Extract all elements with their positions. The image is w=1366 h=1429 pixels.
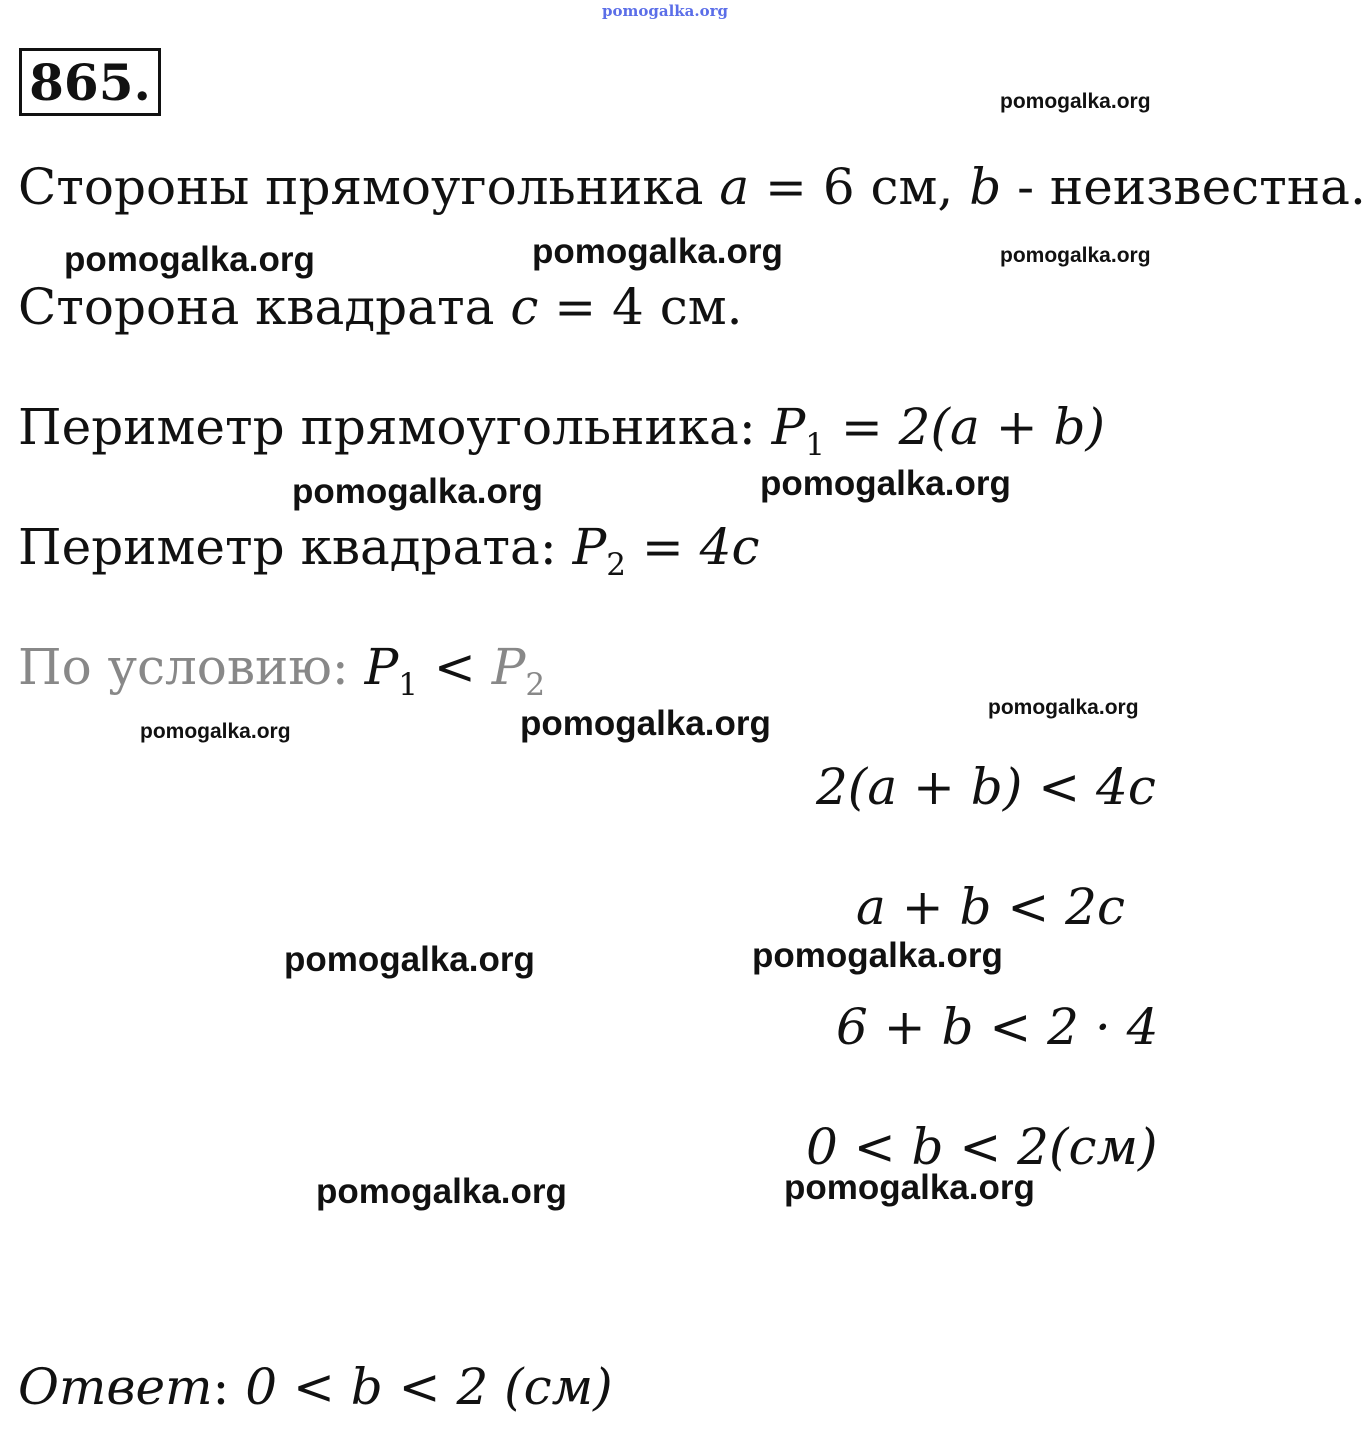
answer-value: 0 < b < 2 (см) [245, 1358, 613, 1416]
given-square-c: c [510, 278, 539, 336]
perimeter-rect-sub: 1 [805, 426, 825, 463]
watermark: pomogalka.org [64, 240, 315, 279]
solution-step-3: 6 + b < 2 · 4 [836, 998, 1159, 1056]
perimeter-square-sub: 2 [606, 546, 626, 583]
condition-p1-sub: 1 [398, 666, 419, 703]
watermark: pomogalka.org [140, 720, 291, 743]
watermark: pomogalka.org [784, 1168, 1035, 1207]
watermark: pomogalka.org [988, 696, 1139, 719]
perimeter-rectangle [18, 398, 1105, 463]
given-rect-eq: = 6 см, [749, 158, 970, 216]
answer [18, 1358, 613, 1416]
watermark: pomogalka.org [316, 1172, 567, 1211]
perimeter-square-formula: = 4c [625, 518, 760, 576]
condition-label: По условию: [18, 638, 365, 696]
watermark: pomogalka.org [1000, 90, 1151, 113]
perimeter-rect-label: Периметр прямоугольника: [18, 398, 772, 456]
given-rect-prefix: Стороны прямоугольника [18, 158, 720, 216]
condition-p2: P [491, 638, 526, 696]
condition-lt: < [418, 638, 492, 696]
watermark: pomogalka.org [520, 704, 771, 743]
watermark: pomogalka.org [292, 472, 543, 511]
answer-colon: : [212, 1358, 246, 1416]
condition-p1: P [364, 638, 399, 696]
watermark: pomogalka.org [752, 936, 1003, 975]
given-rect-a: a [719, 158, 750, 216]
given-rect-suffix: - неизвестна. [1001, 158, 1366, 216]
watermark: pomogalka.org [532, 232, 783, 271]
condition-p2-sub: 2 [525, 666, 546, 703]
perimeter-square-label: Периметр квадрата: [18, 518, 573, 576]
solution-step-1: 2(a + b) < 4c [816, 758, 1156, 816]
perimeter-square [18, 518, 760, 583]
watermark: pomogalka.org [760, 464, 1011, 503]
task-number: 865. [19, 48, 161, 116]
solution-step-2: a + b < 2c [856, 878, 1125, 936]
given-square-suffix: = 4 см. [538, 278, 743, 336]
perimeter-rect-formula: = 2(a + b) [824, 398, 1105, 456]
site-watermark-top: pomogalka.org [602, 2, 729, 20]
condition [18, 638, 546, 703]
watermark: pomogalka.org [284, 940, 535, 979]
answer-label: Ответ [18, 1358, 213, 1416]
perimeter-square-P: P [572, 518, 607, 576]
given-square-prefix: Сторона квадрата [18, 278, 511, 336]
given-square [18, 278, 743, 336]
perimeter-rect-P: P [771, 398, 806, 456]
solution-step-4: 0 < b < 2(см) [806, 1118, 1158, 1176]
given-rect-b: b [969, 158, 1002, 216]
given-rectangle [18, 158, 1366, 216]
watermark: pomogalka.org [1000, 244, 1151, 267]
